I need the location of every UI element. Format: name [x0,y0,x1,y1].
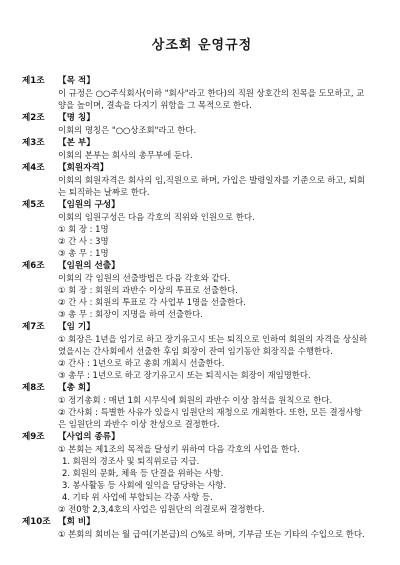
article-title: 【명 칭】 [58,113,95,123]
article-heading [22,162,382,174]
article-heading [22,516,382,528]
article-line: 이회의 본부는 회사의 총무부에 둔다. [58,150,193,160]
article-body [22,272,382,320]
article-line: 2. 회원의 문화, 체육 등 단결을 위하는 사항. [62,468,224,478]
article [22,75,382,111]
article-line: ② 간 사 : 3명 [58,236,109,246]
article-line: 이회의 회원자격은 회사의 임,직원으로 하며, 가입은 발령일자를 기준으로 하고, 퇴회 [58,175,366,185]
document-title: 상조회 운영규정 [151,38,253,53]
article-heading [22,431,382,443]
article-heading [22,137,382,149]
article-heading [22,112,382,124]
article-line: 는 퇴직하는 날짜로 한다. [58,187,150,197]
article-number: 제2조 [22,113,45,123]
article [22,112,382,136]
article-number: 제10조 [22,517,51,527]
article-body [22,211,382,259]
article-body [22,528,382,540]
article-line: ② 간사회 : 특별한 사유가 있을시 임원단의 재청으로 개최한다. 또한, 모든 결정사항 [58,407,362,417]
article-line: 이회의 각 임원의 선출방법은 다음 각호와 같다. [58,273,231,283]
article-heading [22,260,382,272]
article-title: 【회원자격】 [58,163,109,173]
article-line: ① 정기총회 : 매년 1회 시무식에 회원의 과반수 이상 참석을 원칙으로 한다. [58,395,333,405]
article-line: ② 간 사 : 회원의 투표로 각 사업부 1명을 선출한다. [58,297,246,307]
article-line: 은 임원단의 과반수 이상 찬성으로 결정한다. [58,419,220,429]
article-number: 제7조 [22,322,45,332]
article-title: 【본 부】 [58,138,95,148]
article-line: ③ 총 무 : 1명 [58,248,109,258]
article-body [22,443,382,515]
article-line: ① 본회는 제1조의 목적을 달성키 위하여 다음 각호의 사업을 한다. [58,444,300,454]
article-number: 제9조 [22,432,45,442]
article-number: 제6조 [22,261,45,271]
article [22,162,382,198]
article-title: 【임원의 선출】 [58,261,120,271]
article [22,321,382,381]
article-line: 이 규정은 ○○주식회사(이하 "회사"라고 한다)의 직원 상호간의 친목을 도모하고, 교 [58,88,365,98]
article-number: 제1조 [22,76,45,86]
article-number: 제8조 [22,383,45,393]
article-number: 제5조 [22,200,45,210]
article-line: ③ 총무 : 1년으로 하고 장기유고시 또는 퇴직시는 회장이 재임명한다. [58,370,311,380]
article-line: ① 본회의 회비는 월 급여(기본급)의 ○%로 하며, 기부금 또는 기타의 수입으로 한다. [58,529,365,539]
article-title: 【임 기】 [58,322,95,332]
article-line: ① 회장은 1년을 임기로 하고 장기유고시 또는 퇴직으로 인하여 회원의 자격을 상실하 [58,334,368,344]
article-title: 【총 회】 [58,383,95,393]
article-title: 【사업의 종류】 [58,432,120,442]
article-body [22,394,382,430]
article-line: 였을시는 간사회에서 선출한 후임 회장이 잔여 임기동안 회장직을 수행한다. [58,346,333,356]
article-line: 4. 기타 위 사업에 부합되는 각종 사항 등. [62,492,213,502]
article-heading [22,199,382,211]
article [22,199,382,259]
article-body [22,149,382,161]
article-line: ② 전0항 2,3,4호의 사업은 임원단의 의결로써 결정한다. [58,504,265,514]
article-heading [22,75,382,87]
article-line: ③ 총 무 : 회장이 지명을 하여 선출한다. [58,309,203,319]
article-list [22,75,382,540]
article-line: ① 회 장 : 회원의 과반수 이상의 투표로 선출한다. [58,285,238,295]
article-line: ② 간사 : 1년으로 하고 총회 개최시 선출한다. [58,358,225,368]
article-line: 이회의 명칭은 "○○상조회"라고 한다. [58,125,197,135]
article-line: 3. 봉사활동 등 사회에 일익을 담당하는 사항. [62,480,227,490]
article-title: 【목 적】 [58,76,95,86]
article-heading [22,321,382,333]
article-title: 【임원의 구성】 [58,200,120,210]
article-number: 제4조 [22,163,45,173]
article-body [22,333,382,381]
article-number: 제3조 [22,138,45,148]
article [22,382,382,430]
article-body [22,174,382,198]
article [22,137,382,161]
article-line: 이회의 임원구성은 다음 각호의 직위와 인원으로 한다. [58,212,255,222]
article-title: 【회 비】 [58,517,95,527]
article-line: ① 회 장 : 1명 [58,224,109,234]
article [22,260,382,320]
article-line: 1. 회원의 경조사 및 퇴직위로금 지급. [62,456,200,466]
article [22,431,382,515]
article-body [22,87,382,111]
article [22,516,382,540]
article-heading [22,382,382,394]
article-body [22,124,382,136]
article-line: 양을 높이며, 결속을 다지기 위함을 그 목적으로 한다. [58,100,252,110]
